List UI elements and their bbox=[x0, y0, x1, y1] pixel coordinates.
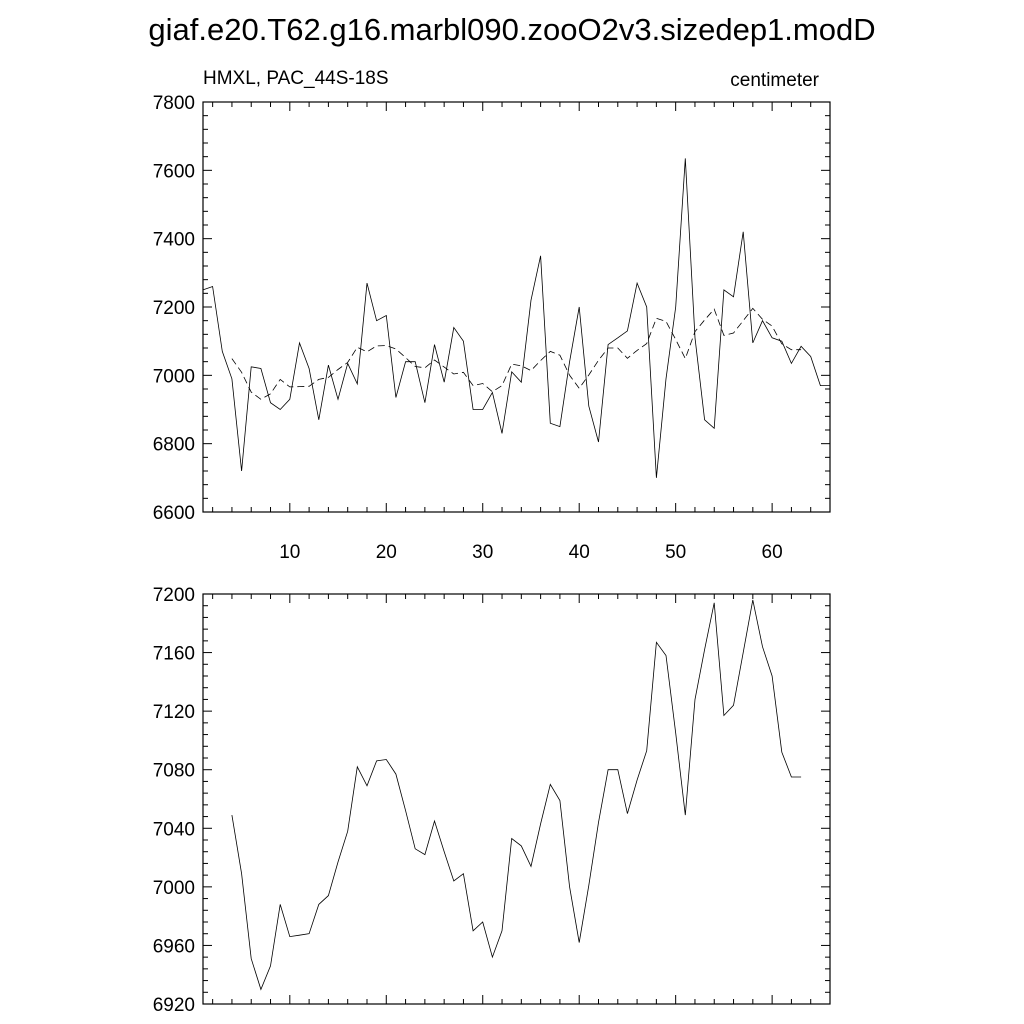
units-label: centimeter bbox=[730, 70, 819, 91]
x-tick-label: 50 bbox=[665, 542, 687, 563]
left-string: HMXL, PAC_44S-18S bbox=[203, 68, 389, 89]
y-tick-label: 7080 bbox=[152, 760, 195, 782]
y-tick-label: 7120 bbox=[152, 702, 195, 724]
series-line-annual bbox=[203, 158, 830, 477]
top-panel bbox=[153, 68, 830, 563]
series-line-running-mean bbox=[232, 600, 801, 990]
y-tick-label: 6800 bbox=[152, 434, 195, 456]
y-tick-label: 7000 bbox=[152, 877, 195, 899]
series-line-running-mean bbox=[232, 308, 801, 399]
y-tick-label: 7160 bbox=[152, 643, 195, 665]
y-tick-label: 7000 bbox=[152, 366, 195, 388]
x-tick-label: 10 bbox=[279, 542, 301, 563]
y-tick-label: 6960 bbox=[152, 936, 195, 958]
y-tick-label: 7200 bbox=[152, 298, 195, 319]
y-tick-label: 7200 bbox=[152, 585, 195, 606]
y-tick-label: 7800 bbox=[152, 93, 195, 114]
x-tick-label: 30 bbox=[472, 542, 494, 563]
x-tick-label: 40 bbox=[568, 542, 590, 563]
plot-frame bbox=[203, 102, 830, 512]
x-tick-label: 20 bbox=[375, 542, 397, 563]
y-tick-label: 6920 bbox=[152, 995, 195, 1016]
y-tick-label: 7600 bbox=[152, 161, 195, 183]
y-tick-label: 6600 bbox=[152, 503, 195, 524]
plot-frame bbox=[203, 594, 830, 1004]
x-tick-label: 60 bbox=[761, 542, 783, 563]
y-tick-label: 7040 bbox=[152, 819, 195, 841]
y-tick-label: 7400 bbox=[152, 229, 195, 251]
chart-title: giaf.e20.T62.g16.marbl090.zooO2v3.sizedep1.modD bbox=[148, 12, 876, 47]
bottom-panel bbox=[153, 585, 830, 1016]
